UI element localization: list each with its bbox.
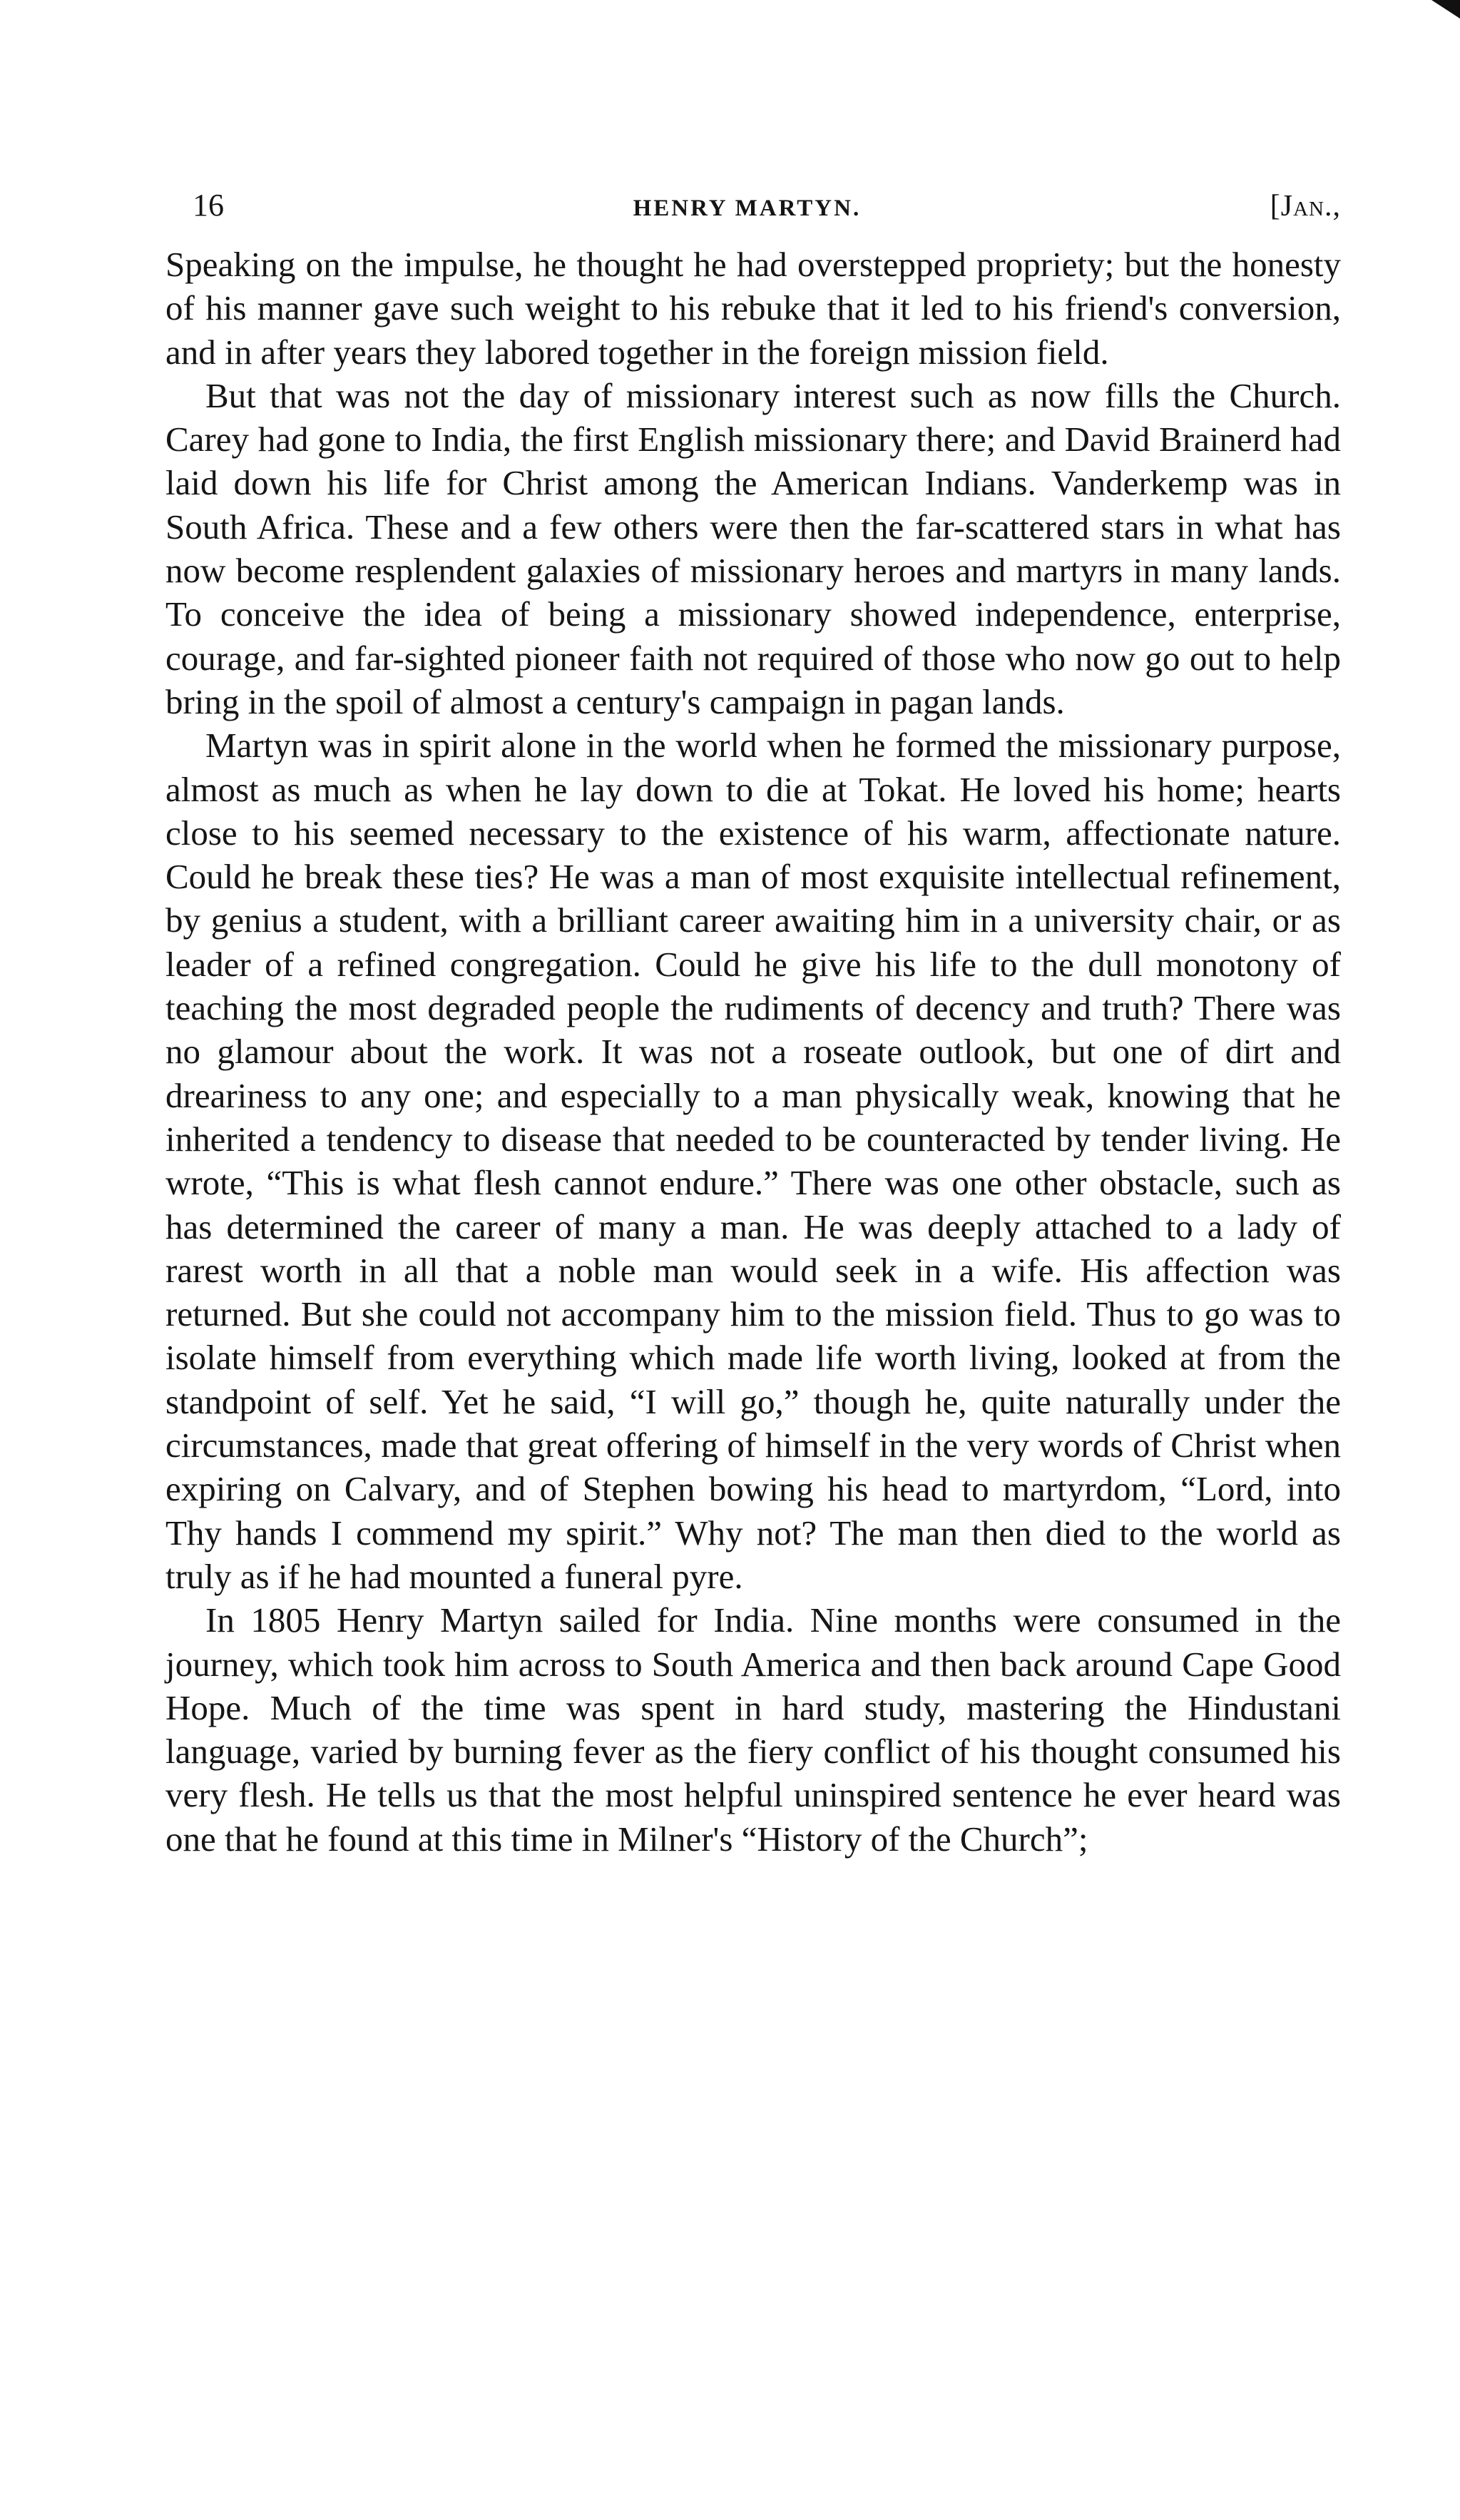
running-date: [Jan.,	[1270, 190, 1341, 223]
scan-corner-mark	[1431, 0, 1460, 19]
running-title: HENRY MARTYN.	[633, 195, 862, 221]
page-number: 16	[193, 188, 224, 223]
paragraph-continued: Speaking on the impulse, he thought he had overstepped propriety; but the honesty of his manner gave such weight to his rebuke that it led to his friend's conversion, and in after years they labored together in the foreign mission field.	[165, 245, 1341, 372]
paragraph-martyn-alone: Martyn was in spirit alone in the world when he formed the missionary purpose, almost as much as when he lay down to die at Tokat. He loved his home; hearts close to his seemed necessary to the existence of his warm, affectionate nature. Could he break these ties? He was a man of most exquisite intellectual refinement, by genius a student, with a brilliant career awaiting him in a university chair, or as leader of a refined congregation. Could he give his life to the dull monotony of teaching the most degraded people the rudiments of decency and truth? There was no glamour about the work. It was not a roseate outlook, but one of dirt and dreariness to any one; and especially to a man physically weak, knowing that he inherited a tendency to disease that needed to be counteracted by tender living. He wrote, “This is what flesh cannot endure.” There was one other obstacle, such as has determined the career of many a man. He was deeply attached to a lady of rarest worth in all that a noble man would seek in a wife. His affection was returned. But she could not accompany him to the mission field. Thus to go was to isolate himself from everything which made life worth living, looked at from the standpoint of self. Yet he said, “I will go,” though he, quite naturally under the circumstances, made that great offering of himself in the very words of Christ when expiring on Calvary, and of Stephen bowing his head to martyrdom, “Lord, into Thy hands I commend my spirit.” Why not? The man then died to the world as truly as if he had mounted a funeral pyre.	[165, 726, 1341, 1596]
page-header	[193, 187, 1341, 230]
body-text	[165, 243, 1341, 1861]
paragraph-sailed-for-india: In 1805 Henry Martyn sailed for India. Nine months were consumed in the journey, which took him across to South America and then back around Cape Good Hope. Much of the time was spent in hard study, mastering the Hindustani language, varied by burning fever as the fiery conflict of his thought consumed his very flesh. He tells us that the most helpful uninspired sentence he ever heard was one that he found at this time in Milner's “History of the Church”;	[165, 1600, 1341, 1859]
paragraph-missionary-interest: But that was not the day of missionary interest such as now fills the Church. Carey had gone to India, the first English missionary there; and David Brainerd had laid down his life for Christ among the American Indians. Vanderkemp was in South Africa. These and a few others were then the far-scattered stars in what has now become resplendent galaxies of missionary heroes and martyrs in many lands. To conceive the idea of being a missionary showed independence, enterprise, courage, and far-sighted pioneer faith not required of those who now go out to help bring in the spoil of almost a century's campaign in pagan lands.	[165, 375, 1341, 721]
